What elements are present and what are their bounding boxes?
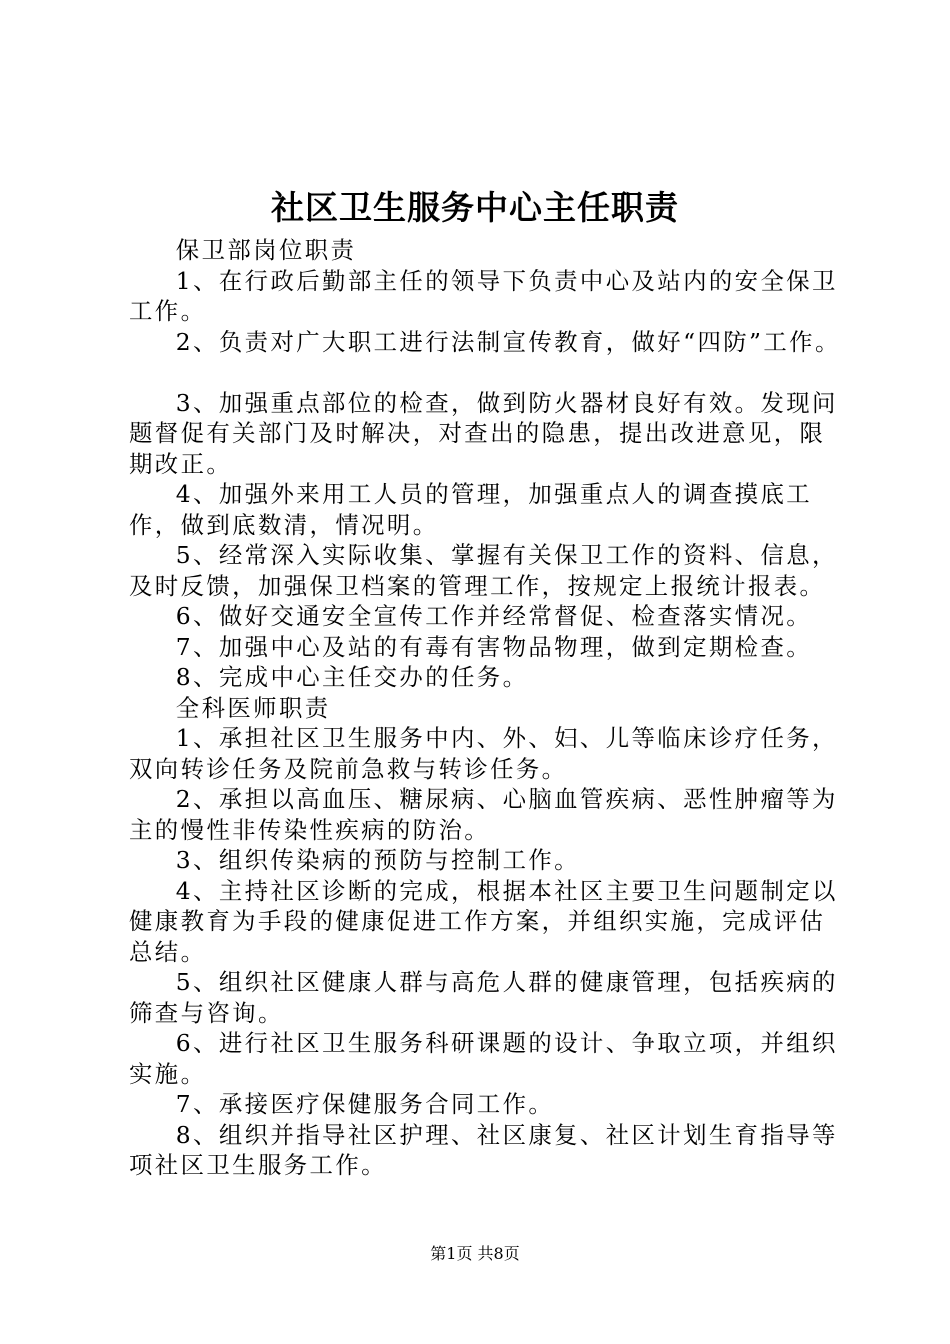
blank-line [129,357,841,388]
paragraph: 5、经常深入实际收集、掌握有关保卫工作的资料、信息，及时反馈，加强保卫档案的管理工作，按规定上报统计报表。 [129,541,838,600]
paragraph: 4、加强外来用工人员的管理，加强重点人的调查摸底工作，做到底数清，情况明。 [129,480,813,539]
paragraph: 3、加强重点部位的检查，做到防火器材良好有效。发现问题督促有关部门及时解决，对查出的隐患，提出改进意见，限期改正。 [129,388,838,478]
paragraph: 2、负责对广大职工进行法制宣传教育，做好“四防”工作。 [175,327,841,356]
paragraph: 6、进行社区卫生服务科研课题的设计、争取立项，并组织实施。 [129,1029,838,1088]
paragraph: 1、在行政后勤部主任的领导下负责中心及站内的安全保卫工作。 [129,266,838,325]
paragraph: 7、承接医疗保健服务合同工作。 [175,1090,555,1118]
paragraph: 3、组织传染病的预防与控制工作。 [175,846,580,874]
paragraph: 8、组织并指导社区护理、社区康复、社区计划生育指导等项社区卫生服务工作。 [129,1120,838,1179]
paragraph: 4、主持社区诊断的完成，根据本社区主要卫生问题制定以健康教育为手段的健康促进工作方案，并组织实施，完成评估总结。 [129,876,838,966]
paragraph: 1、承担社区卫生服务中内、外、妇、儿等临床诊疗任务，双向转诊任务及院前急救与转诊任务。 [129,724,838,783]
paragraph: 5、组织社区健康人群与高危人群的健康管理，包括疾病的筛查与咨询。 [129,968,838,1027]
paragraph: 6、做好交通安全宣传工作并经常督促、检查落实情况。 [175,602,813,630]
paragraph: 7、加强中心及站的有毒有害物品物理，做到定期检查。 [175,632,813,661]
page-footer: 第1页 共8页 [430,1244,520,1263]
document-title: 社区卫生服务中心主任职责 [271,188,679,227]
document-body [129,235,841,1181]
paragraph: 8、完成中心主任交办的任务。 [175,663,529,691]
section-heading-security: 保卫部岗位职责 [175,236,357,264]
section-heading-gp: 全科医师职责 [175,693,331,722]
paragraph: 2、承担以高血压、糖尿病、心脑血管疾病、恶性肿瘤等为主的慢性非传染性疾病的防治。 [129,785,838,844]
